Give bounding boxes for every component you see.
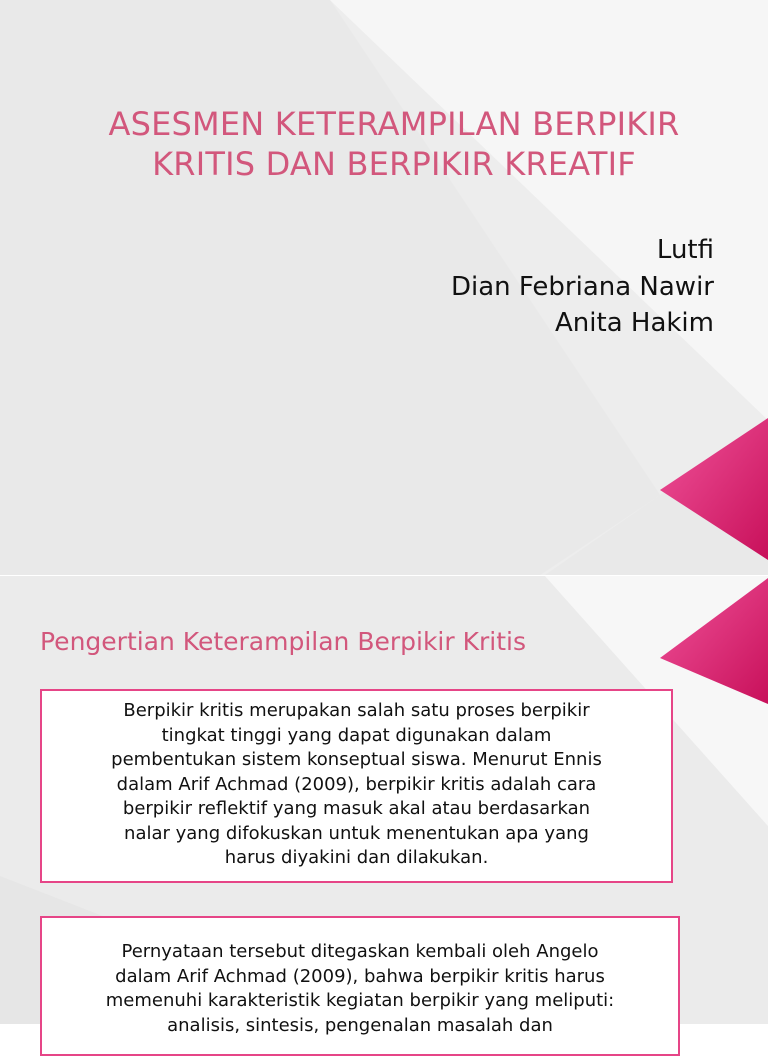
textbox-line: berpikir reflektif yang masuk akal atau berdasarkan	[122, 798, 591, 819]
textbox-line: dalam Arif Achmad (2009), bahwa berpikir kritis harus	[115, 965, 605, 987]
presentation-title	[40, 104, 748, 184]
author-2: Dian Febriana Nawir	[450, 271, 714, 302]
textbox-line: harus diyakini dan dilakukan.	[224, 847, 489, 868]
textbox-line: nalar yang difokuskan untuk menentukan apa yang	[124, 822, 589, 844]
title-line-2: KRITIS DAN BERPIKIR KREATIF	[152, 145, 636, 183]
textbox-line: analisis, sintesis, pengenalan masalah dan	[167, 1014, 553, 1036]
textbox-line: Berpikir kritis merupakan salah satu proses berpikir	[123, 700, 590, 721]
author-1: Lutfi	[656, 235, 714, 265]
textbox-line: memenuhi karakteristik kegiatan berpikir yang meliputi:	[105, 990, 615, 1011]
definition-textbox	[40, 689, 673, 883]
textbox-line: pembentukan sistem konseptual siswa. Menurut Ennis	[111, 749, 602, 770]
content-slide	[0, 576, 768, 1036]
textbox-line: tingkat tinggi yang dapat digunakan dalam	[161, 724, 552, 746]
textbox-line: dalam Arif Achmad (2009), berpikir kritis adalah cara	[116, 773, 597, 795]
title-line-1: ASESMEN KETERAMPILAN BERPIKIR	[108, 105, 680, 143]
author-list	[451, 232, 714, 342]
textbox-line: Pernyataan tersebut ditegaskan kembali oleh Angelo	[121, 941, 599, 962]
section-heading: Pengertian Keterampilan Berpikir Kritis	[40, 627, 526, 656]
author-3: Anita Hakim	[555, 308, 714, 338]
statement-textbox	[40, 916, 680, 1056]
